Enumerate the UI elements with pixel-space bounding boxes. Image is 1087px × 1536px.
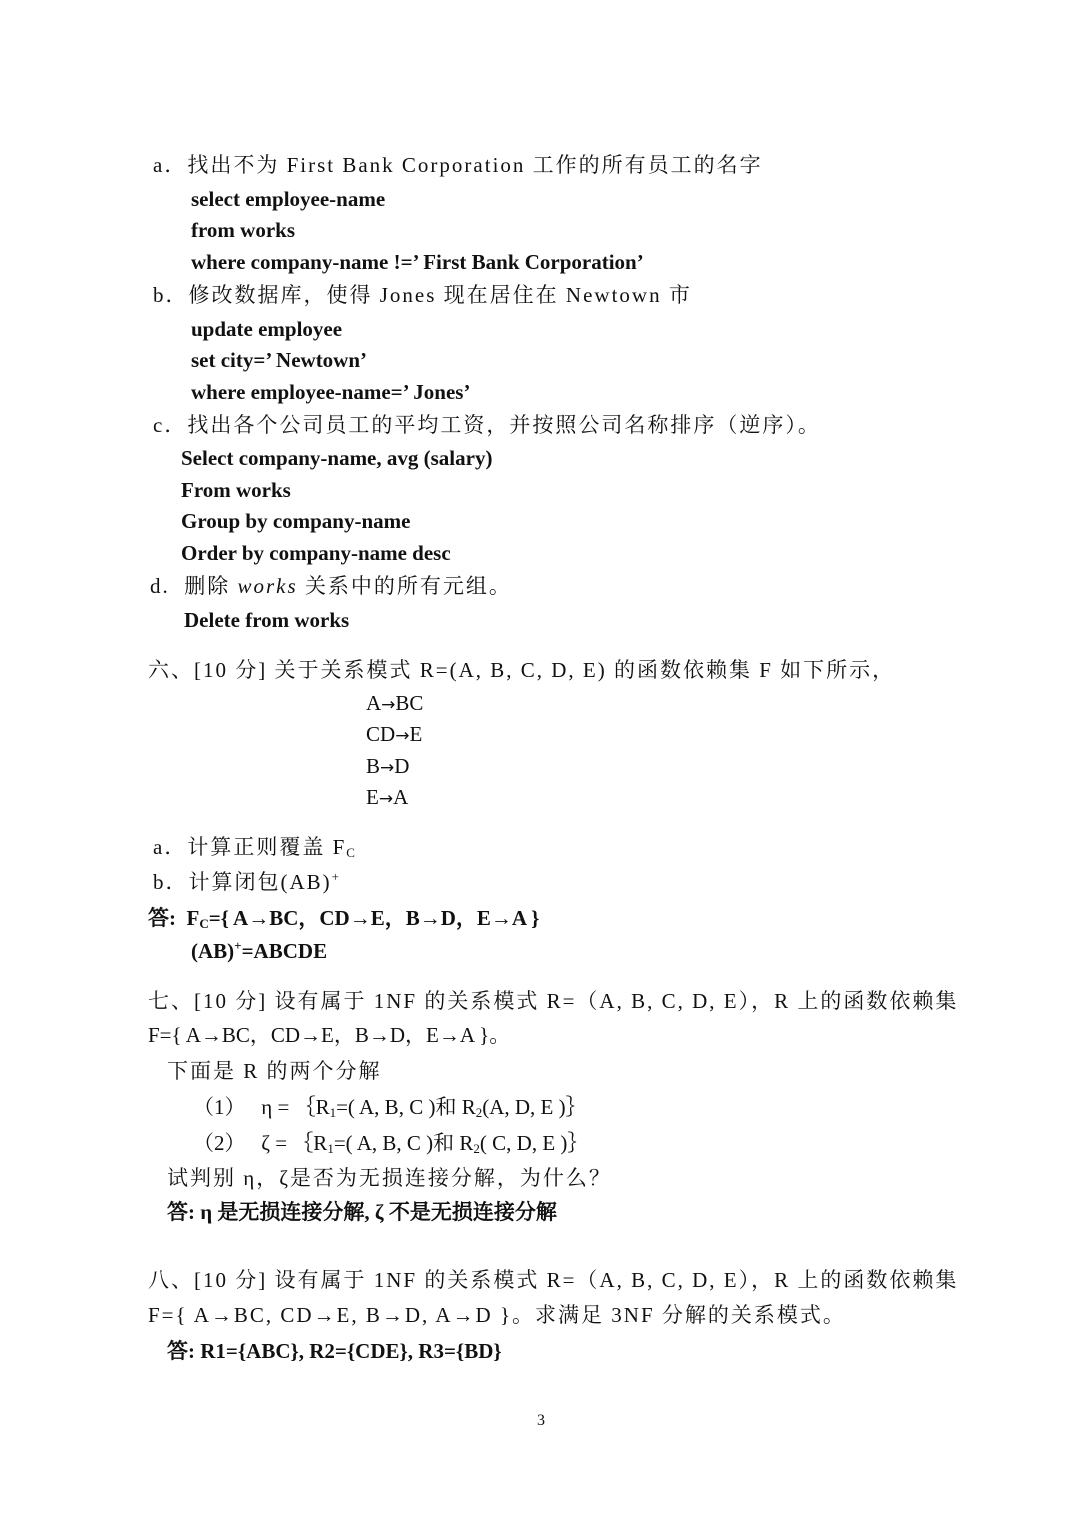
q5-b-sql-2: set city=’ Newtown’ (191, 348, 368, 372)
q5-c-prompt (153, 412, 821, 438)
q7-question: 试判别 η，ζ是否为无损连接分解，为什么？ (167, 1166, 612, 1190)
fd-rhs: E (409, 722, 423, 746)
q6-fd-1 (366, 690, 423, 718)
q5-c-text: 找出各个公司员工的平均工资，并按照公司名称排序（逆序）。 (187, 413, 821, 437)
arrow-icon: → (395, 726, 410, 746)
subscript: 2 (475, 1105, 483, 1120)
text: ( C, D, E )｝ (479, 1131, 589, 1155)
q8-answer: 答: R1={ABC}, R2={CDE}, R3={BD} (167, 1339, 502, 1363)
q6-a-text: 计算正则覆盖 F (187, 835, 347, 859)
fd-lhs: CD (366, 722, 396, 746)
q7-line-1: 七、[10 分] 设有属于 1NF 的关系模式 R=（A, B, C, D, E），R 上的函数依赖集 (148, 989, 959, 1013)
symbol: η = (261, 1095, 290, 1119)
q5-c-sql-2: From works (181, 478, 291, 502)
item-number: （2） (193, 1131, 246, 1155)
q7-line-3: 下面是 R 的两个分解 (167, 1059, 382, 1083)
symbol: ζ = (261, 1131, 288, 1155)
q5-b-sql-1: update employee (191, 317, 343, 341)
q5-a-sql-3: where company-name !=’ First Bank Corporation’ (191, 250, 644, 274)
subscript: 2 (473, 1141, 480, 1156)
fd-lhs: A (366, 691, 382, 715)
answer-text: F (186, 906, 200, 930)
text: ｛R (292, 1131, 328, 1155)
q5-d-sql-1: Delete from works (184, 608, 350, 632)
fd-lhs: E (366, 785, 379, 809)
q5-c-sql-3: Group by company-name (181, 509, 411, 533)
item-number: （1） (193, 1095, 246, 1119)
q5-d-label: d. (150, 574, 170, 598)
text: =( A, B, C )和 R (336, 1095, 476, 1119)
subscript: 1 (327, 1141, 334, 1156)
q6-fd-2 (366, 721, 422, 749)
q7-line-2: F={ A→BC，CD→E，B→D，E→A }。 (148, 1023, 511, 1047)
q8-line-2: F={ A→BC, CD→E, B→D, A→D }。求满足 3NF 分解的关系模式。 (148, 1303, 846, 1327)
q5-c-sql-1: Select company-name, avg (salary) (181, 446, 493, 470)
fd-rhs: BC (395, 691, 424, 715)
superscript: + (234, 938, 242, 953)
q5-d-text-post: 关系中的所有元组。 (297, 574, 512, 598)
fd-rhs: D (394, 754, 410, 778)
text: ｛R (294, 1095, 330, 1119)
q6-fd-3 (366, 753, 409, 781)
q5-a-label: a． (153, 153, 188, 177)
q5-d-prompt (150, 573, 512, 599)
q5-a-prompt (153, 152, 763, 178)
q5-a-sql-1: select employee-name (191, 187, 386, 211)
q6-a-label: a． (153, 835, 188, 859)
arrow-icon: → (378, 789, 394, 809)
q6-answer-2 (191, 938, 327, 964)
text: =( A, B, C )和 R (333, 1131, 474, 1155)
q7-decomposition-1 (193, 1094, 587, 1120)
answer-text: =ABCDE (241, 939, 328, 963)
fd-rhs: A (393, 785, 409, 809)
q5-a-sql-2: from works (191, 218, 296, 242)
subscript: C (346, 845, 357, 860)
superscript: + (331, 869, 342, 884)
q6-b-prompt (153, 869, 341, 895)
subscript: 1 (329, 1105, 337, 1120)
subscript: C (199, 916, 209, 931)
answer-text: ={ A→BC，CD→E，B→D，E→A } (208, 906, 540, 930)
answer-label: 答: (148, 906, 176, 930)
q5-c-label: c． (153, 413, 188, 437)
text: (A, D, E )｝ (482, 1095, 587, 1119)
arrow-icon: → (381, 695, 396, 715)
q6-b-text: 计算闭包(AB) (188, 870, 332, 894)
q7-answer: 答: η 是无损连接分解, ζ 不是无损连接分解 (167, 1200, 557, 1224)
q5-b-sql-3: where employee-name=’ Jones’ (191, 380, 471, 404)
q8-line-1: 八、[10 分] 设有属于 1NF 的关系模式 R=（A, B, C, D, E），R 上的函数依赖集 (148, 1268, 959, 1292)
page-number: 3 (537, 1412, 545, 1429)
answer-text: (AB) (191, 939, 235, 963)
q5-b-text: 修改数据库，使得 Jones 现在居住在 Newtown 市 (188, 283, 692, 307)
q6-answer-1 (148, 905, 539, 931)
q6-b-label: b． (153, 870, 189, 894)
q7-decomposition-2 (193, 1130, 588, 1156)
q5-d-text-italic: works (237, 574, 298, 598)
q5-b-label: b． (153, 283, 189, 307)
q6-title: 六、[10 分] 关于关系模式 R=(A, B, C, D, E) 的函数依赖集 F 如下所示， (148, 658, 896, 682)
q6-a-prompt (153, 834, 357, 860)
q5-b-prompt (153, 282, 692, 308)
arrow-icon: → (380, 758, 395, 778)
q5-a-text: 找出不为 First Bank Corporation 工作的所有员工的名字 (187, 153, 763, 177)
q5-d-text-pre: 删除 (184, 574, 238, 598)
q6-fd-4 (366, 784, 408, 812)
fd-lhs: B (366, 754, 381, 778)
q5-c-sql-4: Order by company-name desc (181, 541, 451, 565)
